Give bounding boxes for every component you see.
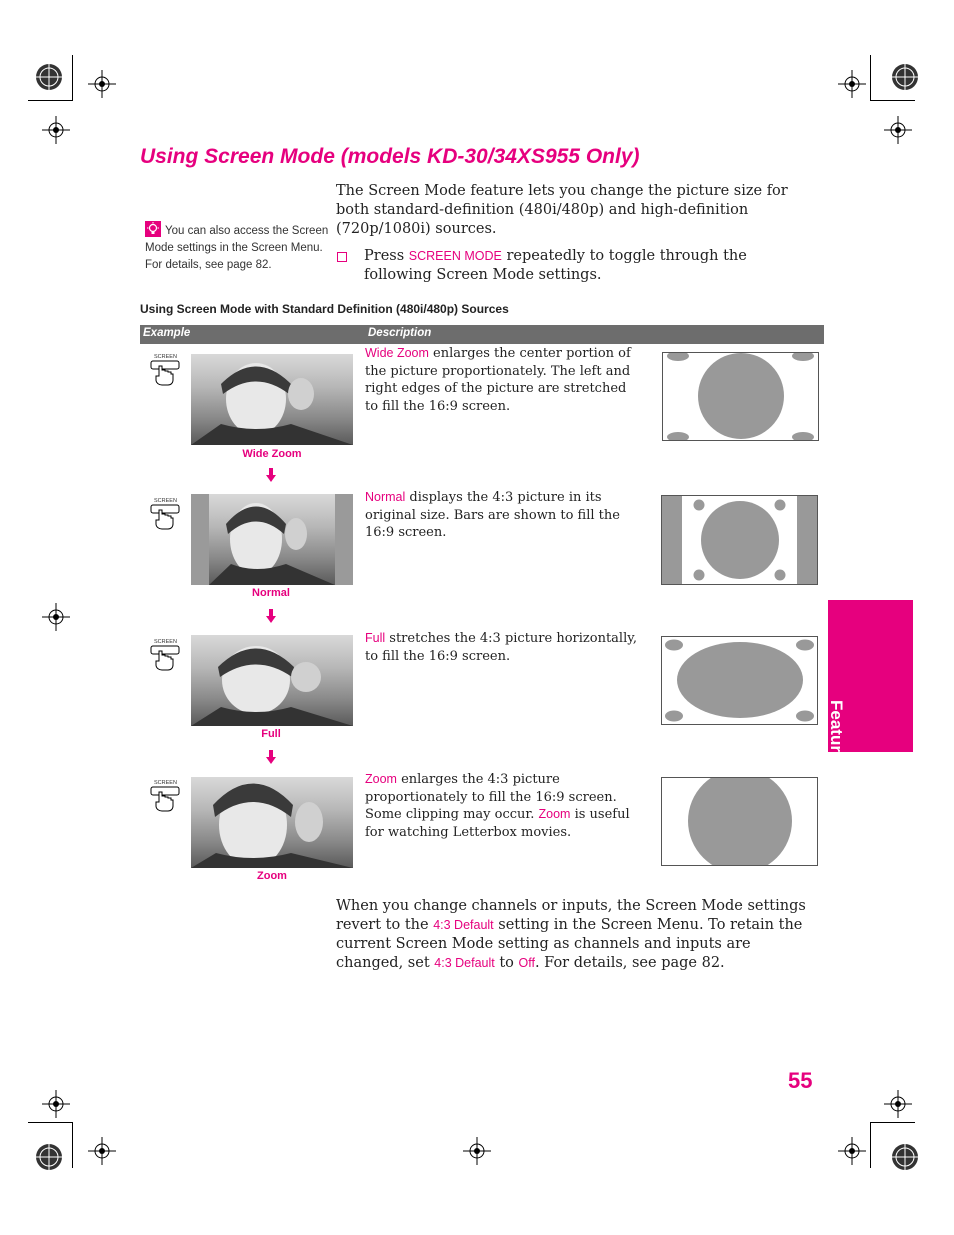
crosshair-icon bbox=[463, 1137, 491, 1165]
crosshair-icon bbox=[88, 70, 116, 98]
crop-mark bbox=[28, 100, 73, 101]
intro-paragraph: The Screen Mode feature lets you change the picture size for both standard-definition (480i/480p) and high-definition (720p/1080i) sources. bbox=[336, 183, 788, 237]
example-photo bbox=[191, 777, 353, 868]
normal-diagram bbox=[661, 495, 818, 585]
section-heading: Using Screen Mode with Standard Definition (480i/480p) Sources bbox=[140, 302, 509, 316]
crop-mark bbox=[72, 55, 73, 101]
arrow-down-icon bbox=[266, 609, 276, 623]
crosshair-icon bbox=[884, 116, 912, 144]
registration-mark-icon bbox=[891, 63, 919, 91]
arrow-down-icon bbox=[266, 750, 276, 764]
column-example: Example bbox=[143, 327, 191, 339]
bullet-checkbox-icon bbox=[337, 252, 347, 262]
remote-screen-label: SCREEN bbox=[154, 639, 177, 645]
screen-mode-key: SCREEN MODE bbox=[408, 249, 502, 263]
crop-mark bbox=[72, 1122, 73, 1168]
row-description: Zoom enlarges the 4:3 picture proportionately to fill the 16:9 screen. Some clipping may occur. Zoom is useful for watching Letterbox movies. bbox=[365, 772, 630, 840]
hand-press-icon bbox=[150, 504, 180, 530]
row-caption: Wide Zoom bbox=[242, 448, 302, 460]
crop-mark bbox=[870, 1122, 871, 1168]
row-description: Wide Zoom enlarges the center portion of the picture proportionately. The left and right edges of the picture are stretched to fill the 16:9 screen. bbox=[365, 346, 631, 414]
page-number: 55 bbox=[788, 1068, 813, 1093]
footer-paragraph: When you change channels or inputs, the Screen Mode settings revert to the 4:3 Default setting in the Screen Menu. To retain the current Screen Mode setting as channels and inputs are changed, set 4:3 Default to Off. For details, see page 82. bbox=[336, 898, 806, 971]
crop-mark bbox=[870, 100, 915, 101]
crosshair-icon bbox=[88, 1137, 116, 1165]
table-header bbox=[140, 325, 824, 344]
example-photo bbox=[191, 635, 353, 726]
remote-screen-label: SCREEN bbox=[154, 354, 177, 360]
example-photo bbox=[191, 354, 353, 445]
crop-mark bbox=[870, 55, 871, 101]
wide-zoom-diagram bbox=[662, 352, 819, 441]
zoom-diagram bbox=[661, 777, 818, 866]
lightbulb-icon bbox=[145, 221, 161, 237]
arrow-down-icon bbox=[266, 468, 276, 482]
row-caption: Zoom bbox=[257, 870, 287, 882]
crop-mark bbox=[28, 1122, 73, 1123]
row-caption: Full bbox=[261, 728, 281, 740]
crosshair-icon bbox=[884, 1090, 912, 1118]
row-caption: Normal bbox=[252, 587, 290, 599]
full-diagram bbox=[661, 636, 818, 725]
example-photo bbox=[191, 494, 353, 585]
remote-screen-label: SCREEN bbox=[154, 780, 177, 786]
section-tab-label: Features bbox=[827, 700, 846, 771]
page-title: Using Screen Mode (models KD-30/34XS955 Only) bbox=[140, 145, 640, 168]
column-description: Description bbox=[368, 327, 432, 339]
row-description: Normal displays the 4:3 picture in its original size. Bars are shown to fill the 16:9 screen. bbox=[365, 490, 620, 540]
hand-press-icon bbox=[150, 645, 180, 671]
hand-press-icon bbox=[150, 786, 180, 812]
tip-text: You can also access the Screen Mode settings in the Screen Menu. For details, see page 82. bbox=[145, 225, 329, 271]
crosshair-icon bbox=[42, 1090, 70, 1118]
hand-press-icon bbox=[150, 360, 180, 386]
crosshair-icon bbox=[42, 603, 70, 631]
bullet-instruction: Press SCREEN MODE repeatedly to toggle through the following Screen Mode settings. bbox=[364, 248, 747, 283]
registration-mark-icon bbox=[35, 1143, 63, 1171]
section-tab bbox=[827, 600, 913, 771]
row-description: Full stretches the 4:3 picture horizontally, to fill the 16:9 screen. bbox=[365, 631, 637, 664]
crosshair-icon bbox=[42, 116, 70, 144]
registration-mark-icon bbox=[35, 63, 63, 91]
crosshair-icon bbox=[838, 70, 866, 98]
registration-mark-icon bbox=[891, 1143, 919, 1171]
tip-note bbox=[145, 221, 330, 274]
crosshair-icon bbox=[838, 1137, 866, 1165]
crop-mark bbox=[870, 1122, 915, 1123]
remote-screen-label: SCREEN bbox=[154, 498, 177, 504]
